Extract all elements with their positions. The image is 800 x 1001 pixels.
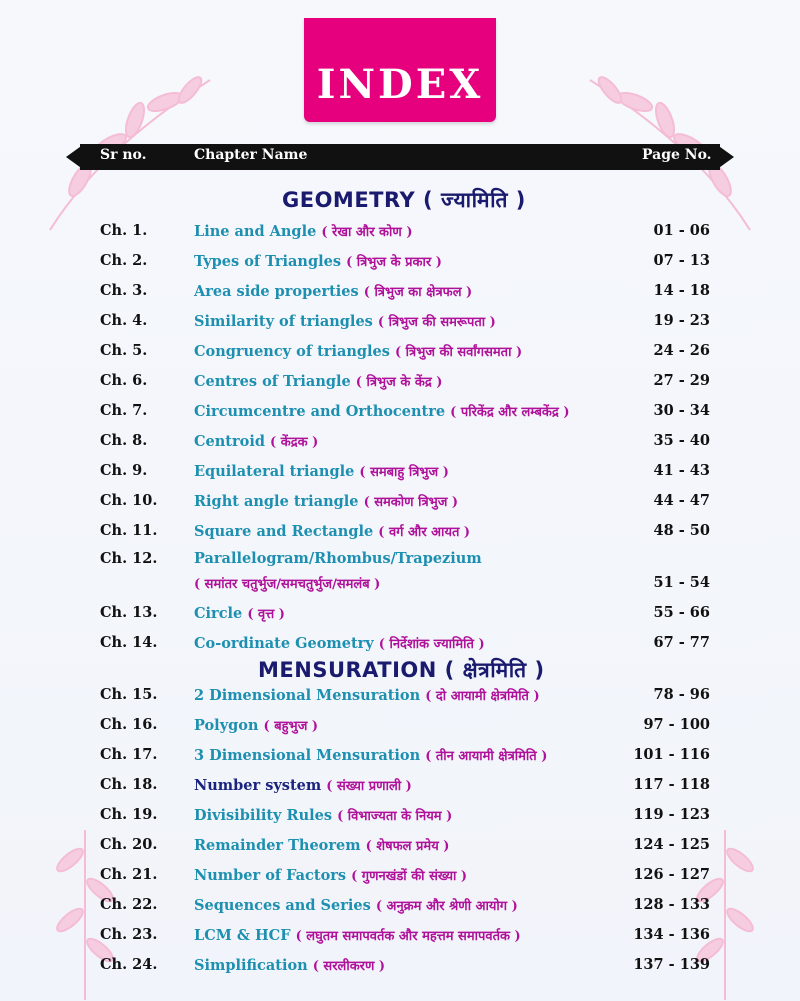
chapter-pages: 124 - 125 xyxy=(633,836,710,853)
chapter-name-hindi: ( परिकेंद्र और लम्बकेंद्र ) xyxy=(450,405,570,420)
chapter-name-hindi: ( केंद्रक ) xyxy=(270,435,319,450)
chapter-row xyxy=(0,402,800,426)
chapter-pages: 55 - 66 xyxy=(653,604,710,621)
chapter-name xyxy=(194,836,449,854)
chapter-name-hindi: ( रेखा और कोण ) xyxy=(321,225,413,240)
chapter-row xyxy=(0,836,800,860)
chapter-name-hindi: ( तीन आयामी क्षेत्रमिति ) xyxy=(425,749,548,764)
chapter-pages: 126 - 127 xyxy=(633,866,710,883)
chapter-name-english: Number system xyxy=(194,777,322,794)
chapter-name xyxy=(194,866,467,884)
chapter-row xyxy=(0,634,800,658)
chapter-name-hindi: ( त्रिभुज की समरूपता ) xyxy=(377,315,496,330)
chapter-name-english: Centroid xyxy=(194,433,265,450)
chapter-pages: 07 - 13 xyxy=(653,252,710,269)
chapter-row xyxy=(0,252,800,276)
chapter-row xyxy=(0,746,800,770)
chapter-pages: 119 - 123 xyxy=(633,806,710,823)
chapter-number: Ch. 24. xyxy=(100,956,158,973)
chapter-name-hindi: ( निर्देशांक ज्यामिति ) xyxy=(378,637,485,652)
chapter-pages: 24 - 26 xyxy=(653,342,710,359)
chapter-name-hindi: ( दो आयामी क्षेत्रमिति ) xyxy=(425,689,540,704)
section-title-geometry: GEOMETRY ( ज्यामिति ) xyxy=(282,188,526,212)
chapter-number: Ch. 3. xyxy=(100,282,148,299)
chapter-name xyxy=(194,372,442,390)
chapter-row xyxy=(0,432,800,456)
chapter-name-english: Line and Angle xyxy=(194,223,317,240)
header-bar-left-flourish xyxy=(64,144,84,170)
chapter-name-hindi: ( त्रिभुज की सर्वांगसमता ) xyxy=(394,345,523,360)
chapter-row xyxy=(0,604,800,628)
chapter-name xyxy=(194,252,442,270)
header-sr-no: Sr no. xyxy=(100,147,147,163)
chapter-pages: 35 - 40 xyxy=(653,432,710,449)
chapter-row xyxy=(0,550,800,592)
chapter-name-english: Congruency of triangles xyxy=(194,343,390,360)
chapter-name-english: 2 Dimensional Mensuration xyxy=(194,687,421,704)
chapter-row xyxy=(0,896,800,920)
chapter-number: Ch. 14. xyxy=(100,634,158,651)
chapter-name-english: Remainder Theorem xyxy=(194,837,361,854)
chapter-number: Ch. 6. xyxy=(100,372,148,389)
chapter-name-english: Divisibility Rules xyxy=(194,807,333,824)
chapter-name xyxy=(194,462,449,480)
chapter-name xyxy=(194,402,569,420)
chapter-number: Ch. 19. xyxy=(100,806,158,823)
chapter-name-english: Circumcentre and Orthocentre xyxy=(194,403,446,420)
chapter-name-english: Equilateral triangle xyxy=(194,463,355,480)
chapter-row xyxy=(0,312,800,336)
chapter-pages: 137 - 139 xyxy=(633,956,710,973)
chapter-number: Ch. 5. xyxy=(100,342,148,359)
leaf-ornament-top-right xyxy=(580,40,760,240)
chapter-pages: 44 - 47 xyxy=(653,492,710,509)
chapter-name-english: Types of Triangles xyxy=(194,253,342,270)
chapter-pages: 78 - 96 xyxy=(653,686,710,703)
chapter-number: Ch. 18. xyxy=(100,776,158,793)
chapter-pages: 67 - 77 xyxy=(653,634,710,651)
chapter-pages: 19 - 23 xyxy=(653,312,710,329)
chapter-row xyxy=(0,956,800,980)
chapter-row xyxy=(0,806,800,830)
chapter-name-english: 3 Dimensional Mensuration xyxy=(194,747,421,764)
chapter-pages: 27 - 29 xyxy=(653,372,710,389)
chapter-number: Ch. 7. xyxy=(100,402,148,419)
chapter-row xyxy=(0,866,800,890)
chapter-name-hindi: ( त्रिभुज का क्षेत्रफल ) xyxy=(363,285,473,300)
chapter-name-hindi: ( विभाज्यता के नियम ) xyxy=(337,809,453,824)
chapter-name xyxy=(194,634,485,652)
chapter-row xyxy=(0,522,800,546)
chapter-number: Ch. 9. xyxy=(100,462,148,479)
chapter-name-hindi: ( सरलीकरण ) xyxy=(312,959,386,974)
chapter-row xyxy=(0,462,800,486)
chapter-name-english: Circle xyxy=(194,605,243,622)
chapter-pages: 128 - 133 xyxy=(633,896,710,913)
leaf-ornament-top-left xyxy=(40,40,220,240)
chapter-name-hindi: ( लघुतम समापवर्तक और महत्तम समापवर्तक ) xyxy=(295,929,521,944)
chapter-name-hindi: ( त्रिभुज के केंद्र ) xyxy=(355,375,443,390)
chapter-name xyxy=(194,926,521,944)
chapter-number: Ch. 11. xyxy=(100,522,158,539)
chapter-name-english: Similarity of triangles xyxy=(194,313,373,330)
chapter-pages: 41 - 43 xyxy=(653,462,710,479)
chapter-pages: 48 - 50 xyxy=(653,522,710,539)
chapter-name xyxy=(194,492,458,510)
chapter-name-hindi: ( गुणनखंडों की संख्या ) xyxy=(351,869,468,884)
chapter-name xyxy=(194,282,472,300)
chapter-name-english: Area side properties xyxy=(194,283,359,300)
chapter-pages: 117 - 118 xyxy=(633,776,710,793)
chapter-number: Ch. 21. xyxy=(100,866,158,883)
chapter-number: Ch. 15. xyxy=(100,686,158,703)
chapter-name-english: Co-ordinate Geometry xyxy=(194,635,374,652)
chapter-name-hindi: ( संख्या प्रणाली ) xyxy=(326,779,412,794)
chapter-name-hindi: ( समबाहु त्रिभुज ) xyxy=(359,465,449,480)
index-title-tab xyxy=(304,18,496,122)
chapter-name-english: Polygon xyxy=(194,717,259,734)
header-bar-right-flourish xyxy=(716,144,736,170)
chapter-name xyxy=(194,956,385,974)
chapter-pages: 134 - 136 xyxy=(633,926,710,943)
chapter-name-english: Square and Rectangle xyxy=(194,523,374,540)
chapter-name xyxy=(194,312,496,330)
chapter-row xyxy=(0,716,800,740)
chapter-name-english: Sequences and Series xyxy=(194,897,371,914)
chapter-number: Ch. 8. xyxy=(100,432,148,449)
chapter-name-english: LCM & HCF xyxy=(194,927,291,944)
chapter-pages: 01 - 06 xyxy=(653,222,710,239)
chapter-name xyxy=(194,432,318,450)
chapter-name-english: Right angle triangle xyxy=(194,493,359,510)
chapter-number: Ch. 22. xyxy=(100,896,158,913)
chapter-number: Ch. 4. xyxy=(100,312,148,329)
chapter-name xyxy=(194,896,518,914)
table-header-bar xyxy=(80,144,720,170)
chapter-name xyxy=(194,716,318,734)
chapter-row xyxy=(0,342,800,366)
chapter-name xyxy=(194,746,547,764)
chapter-number: Ch. 23. xyxy=(100,926,158,943)
chapter-name-hindi: ( समकोण त्रिभुज ) xyxy=(363,495,459,510)
chapter-name-hindi: ( समांतर चतुर्भुज/समचतुर्भुज/समलंब ) xyxy=(194,577,381,592)
header-chapter-name: Chapter Name xyxy=(194,147,308,163)
chapter-name-english: Simplification xyxy=(194,957,308,974)
chapter-name-hindi: ( वर्ग और आयत ) xyxy=(378,525,471,540)
chapter-number: Ch. 12. xyxy=(100,550,158,567)
chapter-pages: 51 - 54 xyxy=(653,574,710,591)
chapter-number: Ch. 17. xyxy=(100,746,158,763)
section-title-mensuration: MENSURATION ( क्षेत्रमिति ) xyxy=(258,658,545,682)
chapter-row xyxy=(0,926,800,950)
chapter-row xyxy=(0,282,800,306)
chapter-number: Ch. 20. xyxy=(100,836,158,853)
chapter-name-hindi: ( वृत्त ) xyxy=(247,607,285,622)
chapter-name-hindi: ( शेषफल प्रमेय ) xyxy=(365,839,450,854)
chapter-name xyxy=(194,522,470,540)
chapter-name-hindi: ( बहुभुज ) xyxy=(263,719,319,734)
chapter-number: Ch. 1. xyxy=(100,222,148,239)
chapter-row xyxy=(0,492,800,516)
chapter-row xyxy=(0,372,800,396)
chapter-row xyxy=(0,776,800,800)
chapter-name xyxy=(194,806,452,824)
chapter-name-hindi: ( त्रिभुज के प्रकार ) xyxy=(346,255,442,270)
chapter-name-english: Centres of Triangle xyxy=(194,373,351,390)
chapter-name-english: Parallelogram/Rhombus/Trapezium xyxy=(194,550,482,567)
chapter-number: Ch. 16. xyxy=(100,716,158,733)
chapter-name xyxy=(194,550,482,592)
chapter-name xyxy=(194,342,522,360)
chapter-name-hindi: ( अनुक्रम और श्रेणी आयोग ) xyxy=(375,899,518,914)
chapter-row xyxy=(0,222,800,246)
index-title: INDEX xyxy=(316,61,484,108)
chapter-name xyxy=(194,604,285,622)
chapter-name xyxy=(194,686,540,704)
chapter-name xyxy=(194,222,412,240)
chapter-pages: 101 - 116 xyxy=(633,746,710,763)
header-page-no: Page No. xyxy=(642,147,712,163)
chapter-number: Ch. 13. xyxy=(100,604,158,621)
chapter-pages: 14 - 18 xyxy=(653,282,710,299)
chapter-number: Ch. 2. xyxy=(100,252,148,269)
chapter-name-english: Number of Factors xyxy=(194,867,347,884)
chapter-name xyxy=(194,776,412,794)
chapter-row xyxy=(0,686,800,710)
chapter-pages: 97 - 100 xyxy=(643,716,710,733)
chapter-number: Ch. 10. xyxy=(100,492,158,509)
chapter-pages: 30 - 34 xyxy=(653,402,710,419)
